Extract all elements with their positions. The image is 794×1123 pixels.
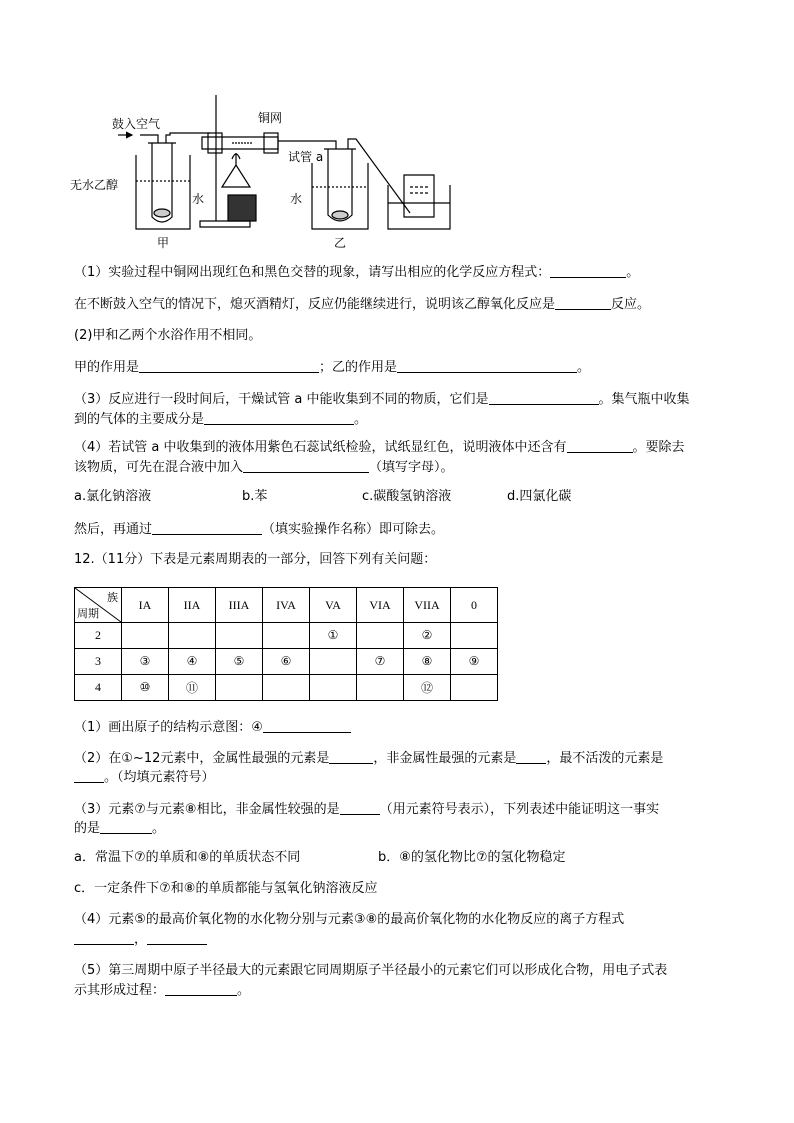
group-header: VA — [310, 588, 357, 623]
answer-blank[interactable] — [550, 263, 626, 278]
option-a: a.氯化钠溶液 — [74, 489, 152, 504]
answer-blank[interactable] — [516, 749, 546, 764]
element-cell — [310, 675, 357, 701]
label-jia: 甲 — [157, 236, 170, 250]
element-cell — [263, 675, 310, 701]
element-cell — [169, 623, 216, 649]
periodic-table — [74, 587, 498, 701]
answer-blank[interactable] — [100, 819, 152, 834]
period-cell: 2 — [75, 623, 122, 649]
element-cell: ⑩ — [122, 675, 169, 701]
q11-part5: 然后，再通过 （填实验操作名称）即可除去。 — [74, 522, 445, 537]
label-ethanol: 无水乙醇 — [70, 178, 119, 192]
q12-sub5: （5）第三周期中原子半径最大的元素跟它同周期原子半径最小的元素它们可以形成化合物，用电子式表 — [74, 963, 668, 978]
beaker-jia — [136, 133, 210, 229]
q12-title: 12.（11分）下表是元素周期表的一部分，回答下列有关问题： — [74, 552, 437, 567]
label-yi: 乙 — [334, 236, 347, 250]
q11-part1: （1）实验过程中铜网出现红色和黑色交替的现象，请写出相应的化学反应方程式： 。 — [74, 265, 640, 280]
q11-part3: （3）反应进行一段时间后，干燥试管 a 中能收集到不同的物质，它们是 。集气瓶中收集 — [74, 392, 690, 407]
element-cell — [263, 623, 310, 649]
answer-blank[interactable] — [263, 718, 351, 733]
group-header: VIIA — [404, 588, 451, 623]
period-cell: 4 — [75, 675, 122, 701]
element-cell — [216, 675, 263, 701]
element-cell: ⑨ — [451, 649, 498, 675]
option-b: b.苯 — [242, 489, 268, 504]
answer-blank[interactable] — [243, 458, 369, 473]
table-corner: 族 周期 — [75, 588, 122, 623]
q11-part2: (2)甲和乙两个水浴作用不相同。 — [74, 328, 262, 343]
table-row — [75, 623, 498, 649]
table-row — [75, 675, 498, 701]
element-cell — [357, 675, 404, 701]
element-cell: ⑦ — [357, 649, 404, 675]
answer-blank[interactable] — [567, 438, 633, 453]
group-header: IVA — [263, 588, 310, 623]
answer-blank[interactable] — [74, 930, 134, 945]
answer-blank[interactable] — [555, 295, 611, 310]
label-water-left: 水 — [192, 192, 205, 206]
answer-blank[interactable] — [329, 749, 373, 764]
group-header: IIIA — [216, 588, 263, 623]
element-cell: ⑫ — [404, 675, 451, 701]
q12-sub4-blanks: ， — [74, 930, 207, 949]
period-cell: 3 — [75, 649, 122, 675]
element-cell — [451, 623, 498, 649]
label-air: 鼓入空气 — [112, 117, 161, 131]
element-cell: ① — [310, 623, 357, 649]
group-header: VIA — [357, 588, 404, 623]
element-cell: ⑧ — [404, 649, 451, 675]
table-header-row — [75, 588, 498, 623]
answer-blank[interactable] — [204, 410, 354, 425]
q12-sub5b: 示其形成过程： 。 — [74, 983, 251, 998]
element-cell — [216, 623, 263, 649]
element-cell: ③ — [122, 649, 169, 675]
element-cell — [122, 623, 169, 649]
element-cell — [451, 675, 498, 701]
gas-collection — [388, 175, 450, 229]
answer-blank[interactable] — [147, 930, 207, 945]
element-cell: ⑪ — [169, 675, 216, 701]
label-copper: 铜网 — [258, 111, 283, 125]
q12-sub2: （2）在①~12元素中，金属性最强的元素是 ，非金属性最强的元素是 ，最不活泼的元素是 — [74, 751, 664, 766]
q12-sub2d: 。（均填元素符号） — [74, 768, 215, 787]
element-cell: ② — [404, 623, 451, 649]
answer-blank[interactable] — [340, 800, 380, 815]
answer-blank[interactable] — [165, 981, 237, 996]
label-water-right: 水 — [290, 192, 303, 206]
element-cell — [310, 649, 357, 675]
q12-option-a: a．常温下⑦的单质和⑧的单质状态不同 — [74, 850, 301, 865]
beaker-yi — [312, 139, 410, 229]
option-c: c.碳酸氢钠溶液 — [362, 489, 452, 504]
group-header: 0 — [451, 588, 498, 623]
option-d: d.四氯化碳 — [507, 489, 572, 504]
element-cell: ⑤ — [216, 649, 263, 675]
group-header: IIA — [169, 588, 216, 623]
group-header: IA — [122, 588, 169, 623]
answer-blank[interactable] — [74, 768, 104, 783]
element-cell — [357, 623, 404, 649]
q11-part3c: 到的气体的主要成分是 。 — [74, 412, 368, 427]
element-cell: ⑥ — [263, 649, 310, 675]
q12-option-b: b．⑧的氢化物比⑦的氢化物稳定 — [378, 850, 566, 865]
q12-sub3: （3）元素⑦与元素⑧相比，非金属性较强的是 （用元素符号表示），下列表述中能证明这一事实 — [74, 802, 660, 817]
q12-sub3c: 的是 。 — [74, 821, 166, 836]
q12-sub4: （4）元素⑤的最高价氧化物的水化物分别与元素③⑧的最高价氧化物的水化物反应的离子方程式 — [74, 912, 625, 927]
apparatus-figure — [70, 95, 460, 260]
answer-blank[interactable] — [397, 358, 577, 373]
answer-blank[interactable] — [152, 520, 262, 535]
answer-blank[interactable] — [139, 358, 319, 373]
label-tube-a: 试管 a — [288, 150, 324, 164]
element-cell: ④ — [169, 649, 216, 675]
q11-part4c: 该物质，可先在混合液中加入 （填写字母）。 — [74, 460, 454, 475]
table-row — [75, 649, 498, 675]
q11-part1b: 在不断鼓入空气的情况下，熄灭酒精灯，反应仍能继续进行，说明该乙醇氧化反应是 反应。 — [74, 297, 651, 312]
q12-sub1: （1）画出原子的结构示意图：④ — [74, 718, 351, 737]
q11-part4: （4）若试管 a 中收集到的液体用紫色石蕊试纸检验，试纸显红色，说明液体中还含有 。要除去 — [74, 440, 685, 455]
q11-part2b: 甲的作用是 ；乙的作用是 。 — [74, 360, 591, 375]
answer-blank[interactable] — [489, 390, 599, 405]
q12-option-c: c．一定条件下⑦和⑧的单质都能与氢氧化钠溶液反应 — [74, 881, 378, 896]
